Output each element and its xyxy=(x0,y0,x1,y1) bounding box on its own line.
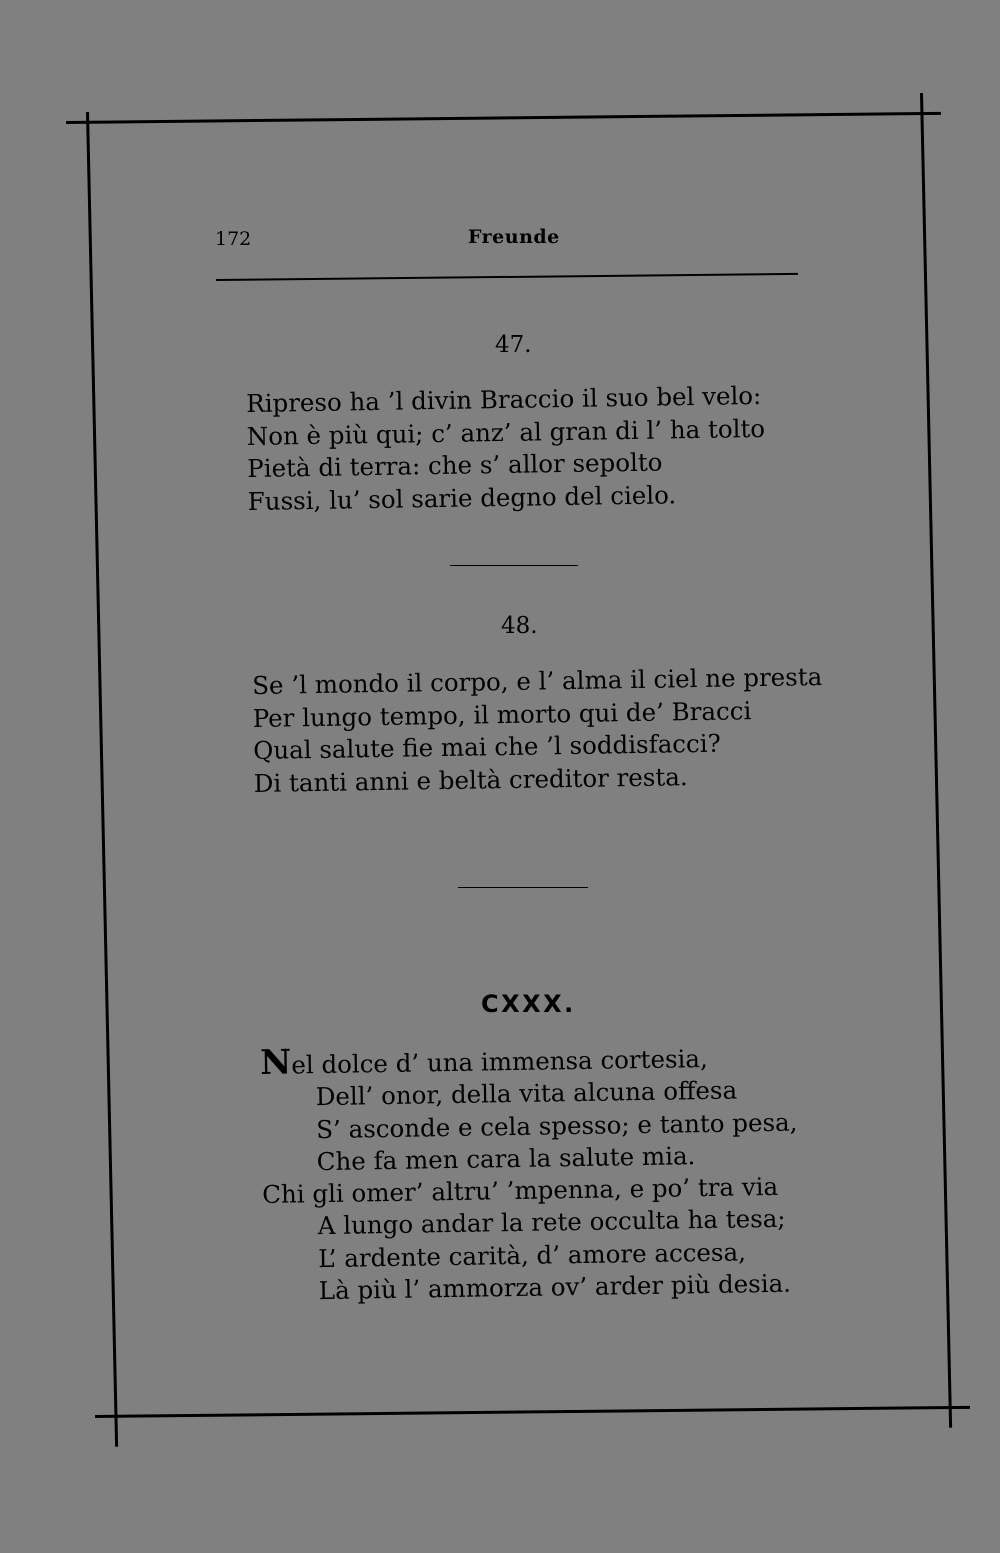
verse-48 xyxy=(252,661,824,800)
section-divider xyxy=(458,887,588,888)
verse-line: Non è più qui; c’ anz’ al gran di l’ ha tolto xyxy=(246,413,766,451)
section-number-47: 47. xyxy=(495,332,532,358)
sonnet-line: L’ ardente carità, d’ amore accesa, xyxy=(318,1237,747,1273)
sonnet-line: Che fa men cara la salute mia. xyxy=(316,1141,696,1177)
sonnet-line: S’ asconde e cela spesso; e tanto pesa, xyxy=(316,1107,798,1144)
sonnet-line: Dell’ onor, della vita alcuna offesa xyxy=(315,1075,738,1112)
verse-line: Di tanti anni e beltà creditor resta. xyxy=(253,761,688,798)
verse-47 xyxy=(246,380,766,518)
header-rule xyxy=(216,273,798,281)
running-head: Freunde xyxy=(468,226,560,248)
sonnet-cxxx xyxy=(260,1042,800,1309)
section-divider xyxy=(450,565,578,566)
frame-top-line xyxy=(66,112,941,124)
frame-bottom-line xyxy=(95,1406,970,1418)
verse-line: Ripreso ha ’l divin Braccio il suo bel velo: xyxy=(246,380,762,418)
verse-line: Fussi, lu’ sol sarie degno del cielo. xyxy=(247,479,677,516)
sonnet-line: Là più l’ ammorza ov’ arder più desia. xyxy=(318,1268,792,1306)
page-number: 172 xyxy=(215,228,252,250)
sonnet-line: Chi gli omer’ altru’ ’mpenna, e po’ tra via xyxy=(262,1172,779,1210)
verse-line: Qual salute fie mai che ’l soddisfacci? xyxy=(253,728,721,765)
drop-cap: N xyxy=(259,1042,292,1083)
frame-left-line xyxy=(86,112,118,1447)
sonnet-title: CXXX. xyxy=(481,990,576,1018)
frame-right-line xyxy=(920,93,952,1428)
section-number-48: 48. xyxy=(501,613,538,639)
verse-line: Pietà di terra: che s’ allor sepolto xyxy=(247,447,663,483)
verse-line: Per lungo tempo, il morto qui de’ Bracci xyxy=(252,695,752,733)
verse-line: Se ’l mondo il corpo, e l’ alma il ciel ne presta xyxy=(252,662,823,700)
sonnet-line: A lungo andar la rete occulta ha tesa; xyxy=(317,1204,786,1241)
sonnet-line: el dolce d’ una immensa cortesia, xyxy=(291,1043,708,1080)
